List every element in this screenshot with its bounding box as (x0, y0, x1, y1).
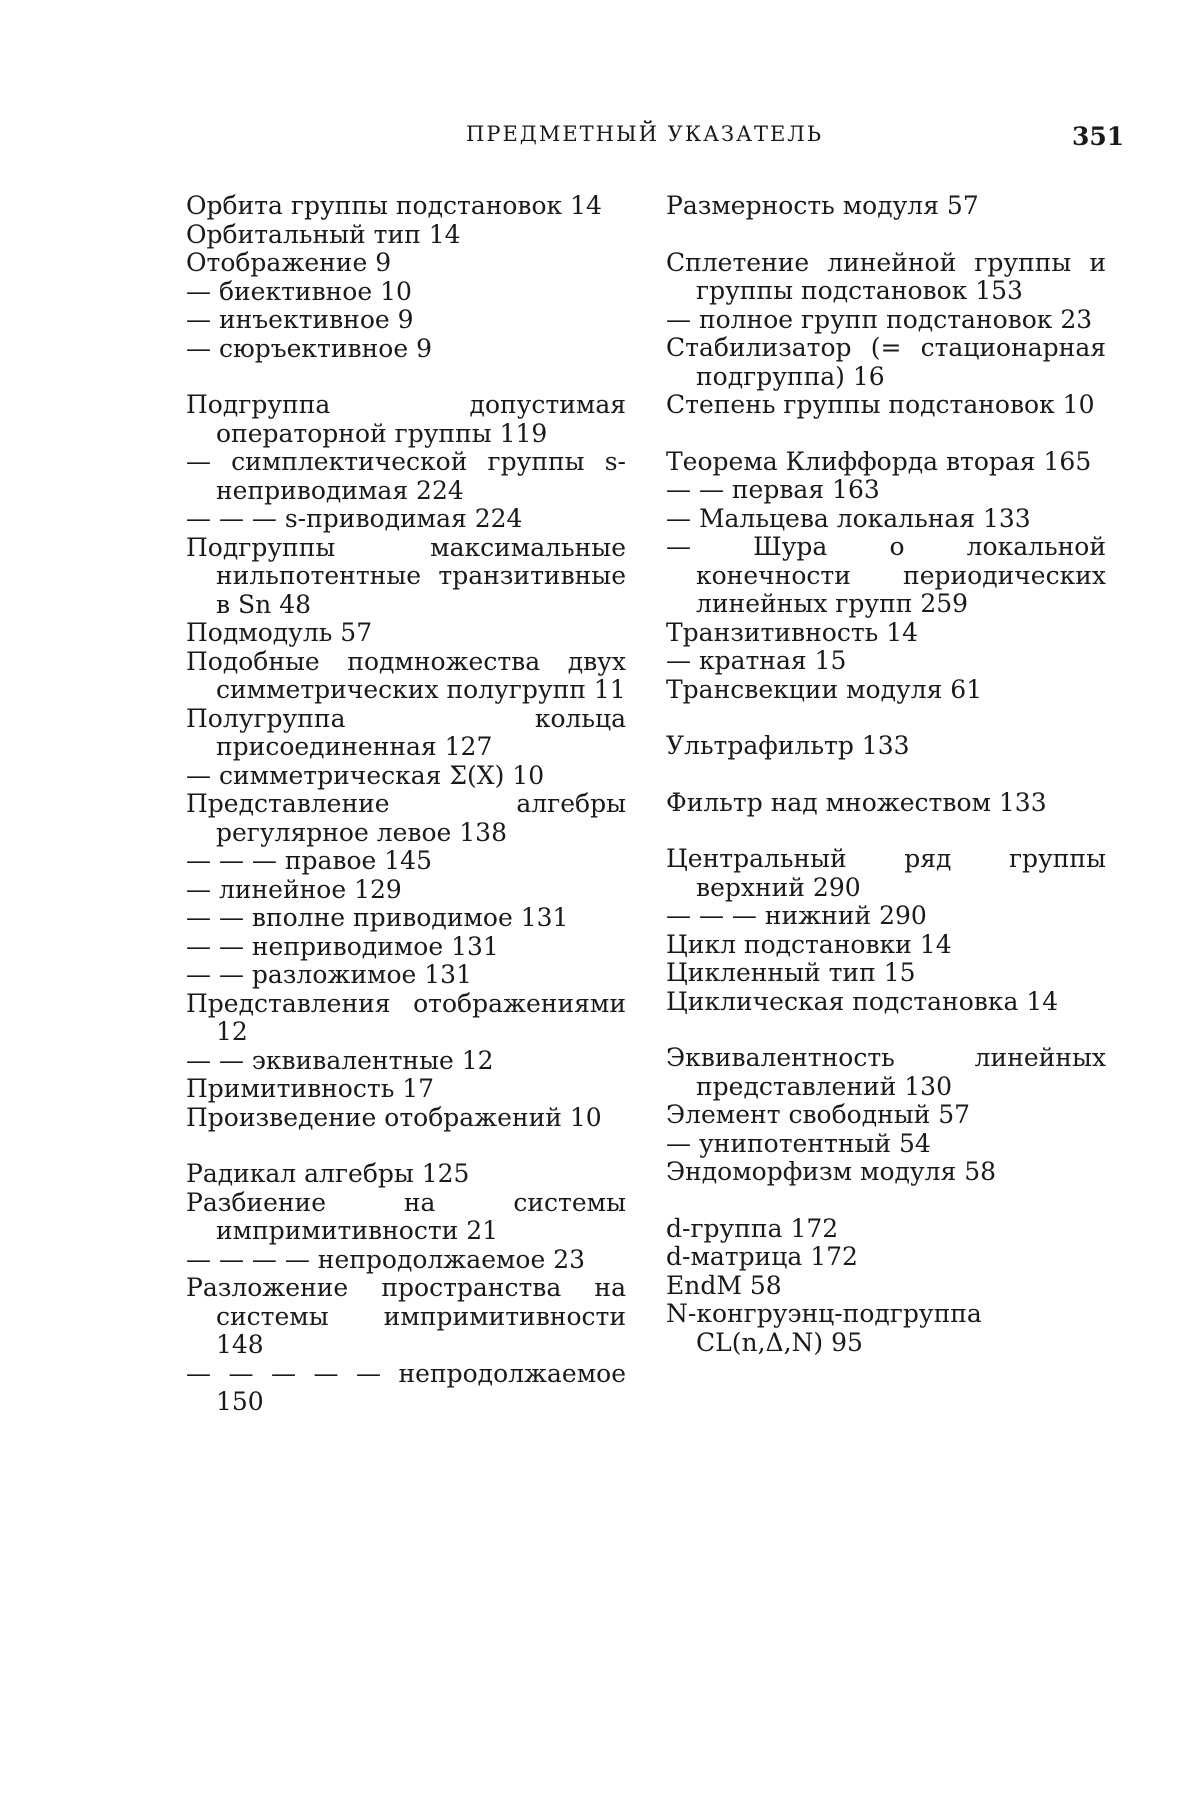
page-number: 351 (1072, 122, 1125, 151)
index-entry: Орбита группы подстановок 14 (186, 191, 602, 220)
index-entry: — линейное 129 (186, 874, 402, 904)
index-entry: — — — s-приводимая 224 (186, 504, 523, 533)
index-entry: Орбитальный тип 14 (186, 219, 461, 249)
index-entry: EndM 58 (666, 1270, 782, 1300)
index-entry: Цикл подстановки 14 (666, 929, 952, 959)
index-entry: Подгруппы максимальные нильпотентные транзитивные в Sn 48 (186, 532, 626, 619)
index-entry: Подгруппа допустимая операторной группы 119 (186, 390, 626, 448)
index-entry: — кратная 15 (666, 646, 847, 675)
index-entry: Примитивность 17 (186, 1074, 435, 1103)
index-entry: Разложение пространства на системы импримитивности 148 (186, 1273, 626, 1359)
index-entry: Элемент свободный 57 (666, 1100, 971, 1129)
index-entry: — — — — непродолжаемое 23 (186, 1244, 586, 1274)
index-column-right (666, 192, 1106, 1357)
index-entry: — — — нижний 290 (666, 901, 927, 930)
index-entry: Размерность модуля 57 (666, 191, 979, 220)
index-entry: N-конгруэнц-подгруппа CL(n,Δ,N) 95 (666, 1299, 982, 1357)
index-entry: Транзитивность 14 (666, 617, 919, 647)
index-entry: Центральный ряд группы верхний 290 (666, 844, 1106, 902)
index-entry: Фильтр над множеством 133 (666, 787, 1047, 817)
index-entry: — симплектической группы s-неприводимая 224 (186, 447, 626, 505)
page-header (0, 122, 1200, 158)
index-entry: Сплетение линейной группы и группы подстановок 153 (666, 247, 1106, 305)
index-entry: Радикал алгебры 125 (186, 1159, 470, 1188)
index-entry: — унипотентный 54 (666, 1128, 931, 1158)
index-entry: Произведение отображений 10 (186, 1102, 602, 1132)
index-entry: — сюръективное 9 (186, 333, 432, 363)
running-head: ПРЕДМЕТНЫЙ УКАЗАТЕЛЬ (466, 122, 823, 146)
index-entry: — полное групп подстановок 23 (666, 304, 1093, 334)
index-entry: — Шура о локальной конечности периодических линейных групп 259 (666, 532, 1106, 618)
index-entry: — — — — — непродолжаемое 150 (186, 1358, 626, 1416)
index-entry: Циклическая подстановка 14 (666, 986, 1059, 1016)
index-entry: — — эквивалентные 12 (186, 1045, 494, 1075)
index-entry: — симметрическая Σ(X) 10 (186, 760, 545, 790)
index-entry: Подмодуль 57 (186, 618, 373, 647)
index-entry: Ультрафильтр 133 (666, 731, 910, 760)
index-entry: — — первая 163 (666, 475, 880, 504)
index-entry: — — вполне приводимое 131 (186, 903, 569, 932)
index-entry: Цикленный тип 15 (666, 958, 916, 987)
index-entry: d-группа 172 (666, 1213, 839, 1243)
index-entry: — Мальцева локальная 133 (666, 503, 1031, 533)
index-entry: Отображение 9 (186, 248, 392, 277)
index-entry: Подобные подмножества двух симметрических полугрупп 11 (186, 646, 626, 704)
index-entry: Эквивалентность линейных представлений 130 (666, 1043, 1106, 1101)
index-column-left (186, 192, 626, 1417)
index-entry: — инъективное 9 (186, 305, 414, 334)
index-entry: Представление алгебры регулярное левое 138 (186, 789, 626, 847)
index-entry: — — — правое 145 (186, 846, 432, 875)
index-entry: Представления отображениями 12 (186, 988, 626, 1046)
index-entry: — — неприводимое 131 (186, 931, 499, 961)
index-entry: Теорема Клиффорда вторая 165 (666, 446, 1092, 476)
index-entry: Разбиение на системы импримитивности 21 (186, 1187, 626, 1245)
index-entry: Полугруппа кольца присоединенная 127 (186, 703, 626, 761)
index-entry: Трансвекции модуля 61 (666, 674, 983, 704)
index-entry: Степень группы подстановок 10 (666, 390, 1095, 419)
index-entry: Эндоморфизм модуля 58 (666, 1157, 997, 1186)
index-entry: d-матрица 172 (666, 1242, 858, 1271)
index-entry: — — разложимое 131 (186, 960, 472, 989)
index-entry: — биективное 10 (186, 276, 412, 306)
index-entry: Стабилизатор (= стационарная подгруппа) 16 (666, 333, 1106, 391)
